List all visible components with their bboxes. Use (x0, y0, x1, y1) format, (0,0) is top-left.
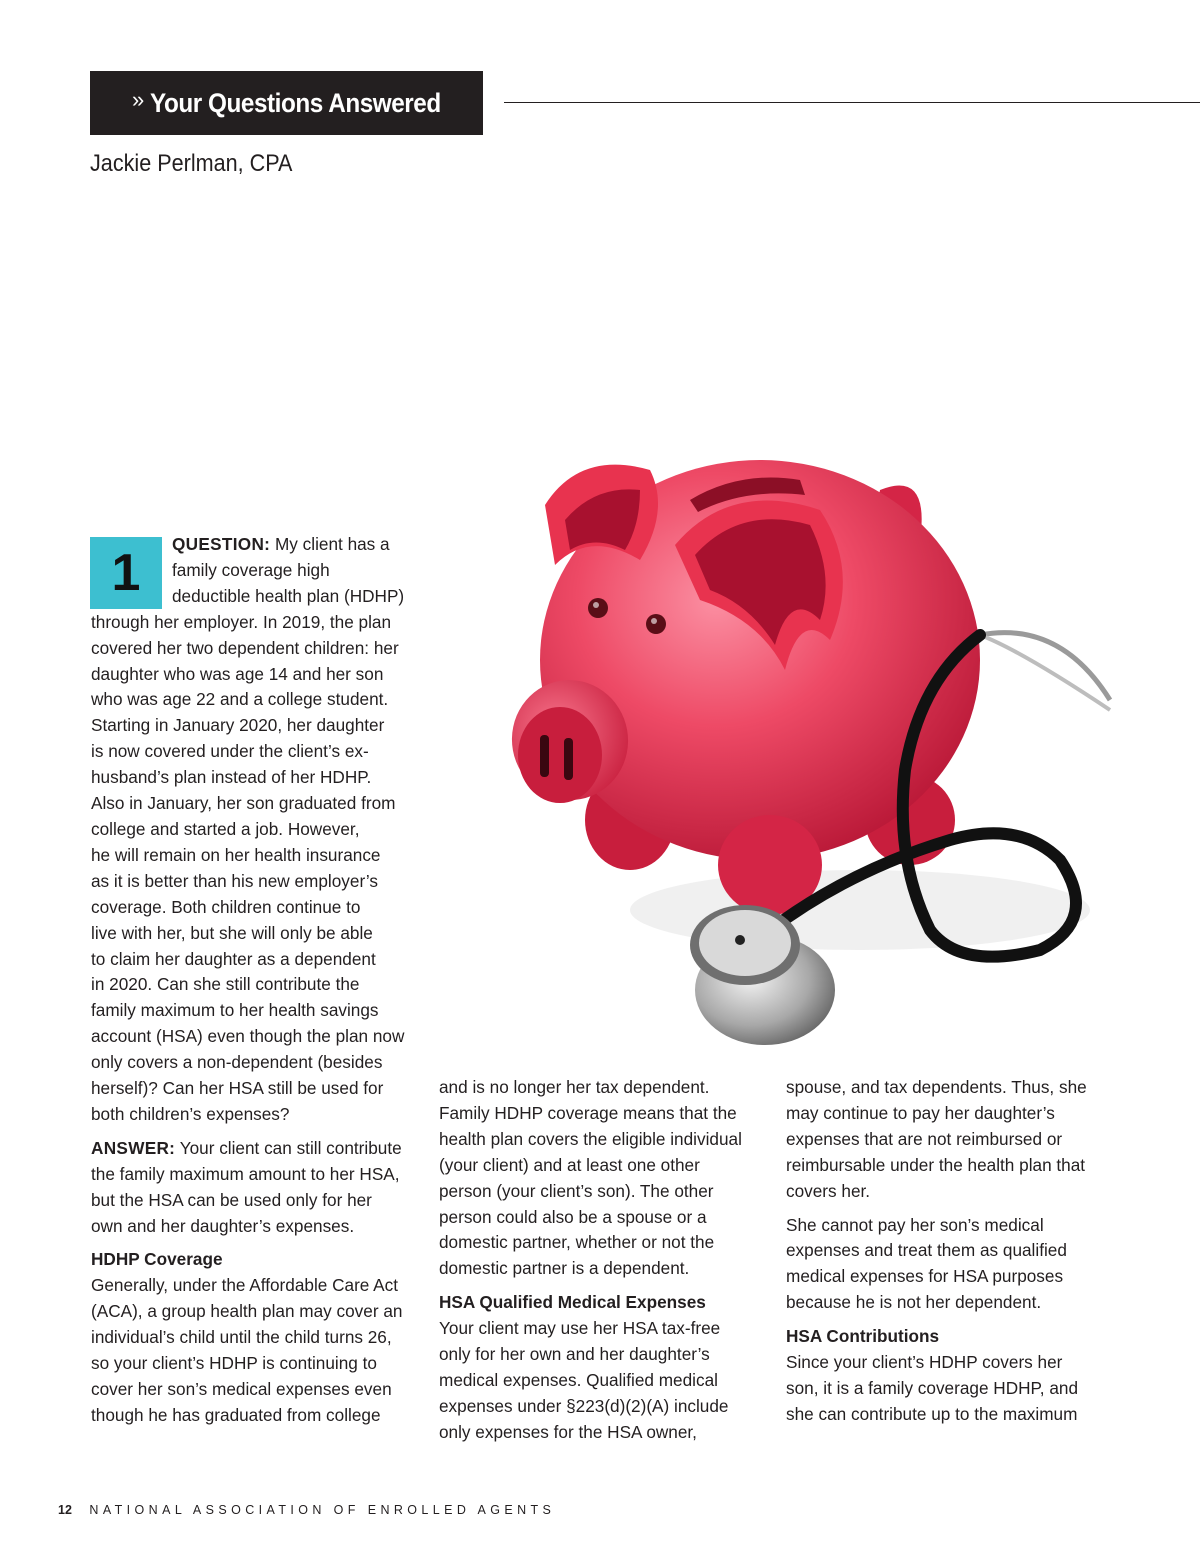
text-line: deductible health plan (HDHP) (172, 585, 405, 606)
text-line: to claim her daughter as a dependent (91, 948, 376, 969)
column-1 (91, 532, 421, 1437)
text-line: and is no longer her tax dependent. (439, 1077, 710, 1097)
pig-eye (646, 614, 666, 634)
text-line: expenses under §223(d)(2)(A) include (439, 1395, 729, 1416)
text-line: he will remain on her health insurance (91, 844, 381, 865)
text-line: My client has a (274, 534, 390, 554)
hsa-qualified-text (439, 1316, 764, 1446)
text-line: Since your client’s HDHP covers her (786, 1352, 1063, 1373)
column-3 (786, 1075, 1106, 1436)
text-line: health plan covers the eligible individual (439, 1128, 742, 1149)
pig-nostril (540, 735, 549, 777)
text-line: son, it is a family coverage HDHP, and (786, 1377, 1079, 1398)
text-line: individual’s child until the child turns 26, (91, 1327, 392, 1348)
text-line: domestic partner is a dependent. (439, 1258, 690, 1279)
text-line: Generally, under the Affordable Care Act (91, 1275, 399, 1296)
text-line: husband’s plan instead of her HDHP. (91, 767, 372, 788)
text-line: person could also be a spouse or a (439, 1206, 707, 1227)
publication-name: NATIONAL ASSOCIATION OF ENROLLED AGENTS (89, 1503, 556, 1517)
text-line: only covers a non-dependent (besides (91, 1052, 383, 1073)
text-line: Also in January, her son graduated from (91, 793, 396, 814)
hdhp-coverage-heading: HDHP Coverage (91, 1249, 223, 1270)
page-number: 12 (58, 1503, 72, 1517)
piggy-bank-stethoscope-illustration (500, 450, 1120, 1050)
text-line: account (HSA) even though the plan now (91, 1026, 405, 1047)
text-line: spouse, and tax dependents. Thus, she (786, 1077, 1087, 1097)
pig-nostril (564, 738, 573, 780)
chevron-icon: » (132, 87, 145, 112)
text-line: Your client can still contribute (179, 1137, 402, 1158)
question-number-badge: 1 (90, 537, 162, 609)
text-line: Starting in January 2020, her daughter (91, 715, 385, 736)
text-line: only for her own and her daughter’s (439, 1344, 710, 1365)
text-line: daughter who was age 14 and her son (91, 663, 384, 684)
hdhp-coverage-text (91, 1273, 421, 1428)
question-label: QUESTION: (172, 534, 271, 554)
question-paragraph (91, 532, 421, 1128)
text-line: Family HDHP coverage means that the (439, 1102, 737, 1123)
section-header (90, 71, 483, 135)
text-line: who was age 22 and a college student. (91, 689, 389, 710)
page-footer (58, 1503, 555, 1517)
text-line: family maximum to her health savings (91, 1000, 379, 1021)
hsa-qualified-heading: HSA Qualified Medical Expenses (439, 1292, 706, 1313)
text-line: family coverage high (172, 559, 330, 580)
hsa-qualified-text-continued (786, 1075, 1106, 1205)
text-line: cover her son’s medical expenses even (91, 1379, 392, 1399)
section-title: Your Questions Answered (150, 87, 442, 118)
hsa-contributions-text (786, 1350, 1106, 1428)
answer-label: ANSWER: (91, 1137, 176, 1158)
text-line: she can contribute up to the maximum (786, 1403, 1078, 1424)
answer-paragraph (91, 1136, 421, 1240)
text-line: (ACA), a group health plan may cover an (91, 1301, 403, 1322)
text-line: herself)? Can her HSA still be used for (91, 1078, 384, 1099)
hsa-qualified-text-2 (786, 1213, 1106, 1317)
hdhp-coverage-text-continued (439, 1075, 764, 1282)
hsa-contributions-heading: HSA Contributions (786, 1326, 940, 1347)
question-text (91, 534, 421, 1128)
text-line: (your client) and at least one other (439, 1154, 700, 1175)
text-line: expenses and treat them as qualified (786, 1240, 1067, 1261)
author-byline: Jackie Perlman, CPA (90, 150, 293, 177)
text-line: live with her, but she will only be able (91, 922, 373, 943)
pig-eye (588, 598, 608, 618)
text-line: may continue to pay her daughter’s (786, 1102, 1055, 1123)
text-line: expenses that are not reimbursed or (786, 1128, 1063, 1149)
text-line: reimbursable under the health plan that (786, 1154, 1086, 1175)
text-line: person (your client’s son). The other (439, 1180, 714, 1201)
text-line: Your client may use her HSA tax-free (439, 1318, 721, 1339)
text-line: covered her two dependent children: her (91, 637, 399, 658)
text-line: so your client’s HDHP is continuing to (91, 1353, 377, 1374)
text-line: medical expenses. Qualified medical (439, 1369, 718, 1390)
header-divider (504, 102, 1200, 103)
text-line: as it is better than his new employer’s (91, 870, 378, 891)
text-line: because he is not her dependent. (786, 1292, 1042, 1313)
text-line: in 2020. Can she still contribute the (91, 974, 360, 995)
text-line: only expenses for the HSA owner, (439, 1421, 697, 1442)
text-line: through her employer. In 2019, the plan (91, 611, 392, 632)
text-line: though he has graduated from college (91, 1404, 381, 1425)
text-line: She cannot pay her son’s medical (786, 1214, 1044, 1235)
text-line: medical expenses for HSA purposes (786, 1266, 1064, 1287)
text-line: own and her daughter’s expenses. (91, 1215, 355, 1236)
text-line: covers her. (786, 1180, 871, 1201)
text-line: domestic partner, whether or not the (439, 1232, 715, 1253)
text-line: both children’s expenses? (91, 1103, 290, 1124)
text-line: but the HSA can be used only for her (91, 1189, 372, 1210)
text-line: coverage. Both children continue to (91, 896, 361, 917)
text-line: the family maximum amount to her HSA, (91, 1163, 400, 1184)
column-2 (439, 1075, 764, 1454)
text-line: college and started a job. However, (91, 818, 360, 839)
text-line: is now covered under the client’s ex- (91, 741, 369, 762)
